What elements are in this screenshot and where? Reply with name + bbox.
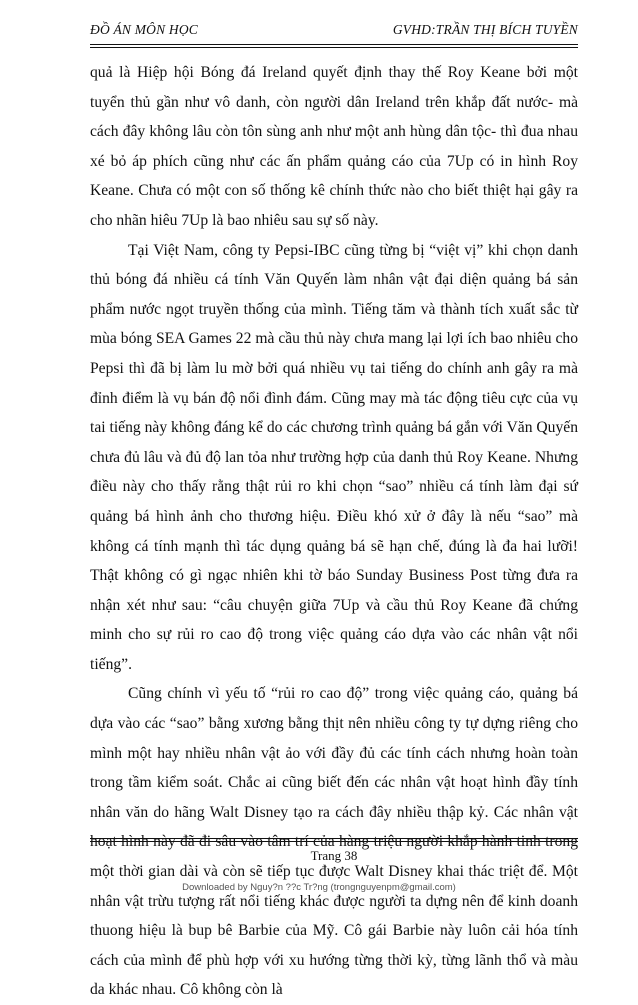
footer-divider [90,838,578,839]
header-divider [90,44,578,45]
paragraph-vietnam-pepsi: Tại Việt Nam, công ty Pepsi-IBC cũng từng bị “việt vị” khi chọn danh thủ bóng đá nhiều cá tính Văn Quyến làm nhân vật đại diện quảng bá sản phẩm nước ngọt truyền thống của mình. Tiếng tăm và thành tích xuất sắc từ mùa bóng SEA Games 22 mà cầu thủ này chưa mang lại lợi ích bao nhiêu cho Pepsi thì đã bị làm lu mờ bởi quá nhiều vụ tai tiếng do chính anh gây ra mà đỉnh điểm là vụ bán độ nổi đình đám. Cũng may mà tác động tiêu cực của vụ tai tiếng này không đáng kể do các chương trình quảng bá gắn với Văn Quyến chưa đủ lâu và đủ độ lan tỏa như trường hợp của danh thủ Roy Keane. Nhưng điều này cho thấy rằng thật rủi ro khi chọn “sao” nhiều cá tính làm đại sứ quảng bá hình ảnh cho thương hiệu. Điều khó xử ở đây là nếu “sao” mà không cá tính mạnh thì tác dụng quảng bá sẽ hạn chế, đúng là đa hai lưỡi! Thật không có gì ngạc nhiên khi tờ báo Sunday Business Post từng đưa ra nhận xét như sau: “câu chuyện giữa 7Up và cầu thủ Roy Keane đã chứng minh cho sự rủi ro cao độ trong việc quảng cáo dựa vào các nhân vật nổi tiếng”. [90,241,578,673]
paragraph-virtual-characters: Cũng chính vì yếu tố “rủi ro cao độ” trong việc quảng cáo, quảng bá dựa vào các “sao” bằng xương bằng thịt nên nhiều công ty tự dựng riêng cho mình một hay nhiều nhân vật ảo với đầy đủ các tính cách nhưng hoàn toàn trong tầm kiểm soát. Chắc ai cũng biết đến các nhân vật hoạt hình đầy tính nhân văn do hãng Walt Disney tạo ra cách đây nhiều thập kỷ. Các nhân vật hoạt hình này đã đi sâu vào tâm trí của hàng triệu người khắp hành tinh trong một thời gian dài và còn sẽ tiếp tục được Walt Disney khai thác triệt để. Một nhân vật trừu tượng rất nổi tiếng khác được người ta dựng nên để kinh doanh thuong hiệu là bup bê Barbie của Mỹ. Cô gái Barbie này luôn cải hóa tính cách của mình để phù hợp với xu hướng từng thời kỳ, từng lãnh thổ và màu da khác nhau. Cô không còn là [90,685,578,999]
header-instructor: GVHD:TRẦN THỊ BÍCH TUYỀN [392,22,578,37]
paragraph-continuation: quả là Hiệp hội Bóng đá Ireland quyết định thay thế Roy Keane bởi một tuyển thủ gần như vô danh, còn người dân Ireland trên khắp đất nước- mà cách đây không lâu còn tôn sùng anh như một anh hùng dân tộc- thì đua nhau xé bỏ áp phích cũng như các ấn phẩm quảng cáo của 7Up có in hình Roy Keane. Chưa có một con số thống kê chính thức nào cho biết thiệt hại gây ra cho nhãn hiêu 7Up là bao nhiêu sau sự số này. [90,64,578,229]
page-number: Trang 38 [310,848,358,863]
header-divider-thin [90,47,578,48]
download-watermark: Downloaded by Nguy?n ??c Tr?ng (trongnguyenpm@gmail.com) [182,882,456,893]
header-course-title: ĐỒ ÁN MÔN HỌC [90,22,198,37]
page-header [90,22,578,42]
footer-divider-thin [90,841,578,842]
